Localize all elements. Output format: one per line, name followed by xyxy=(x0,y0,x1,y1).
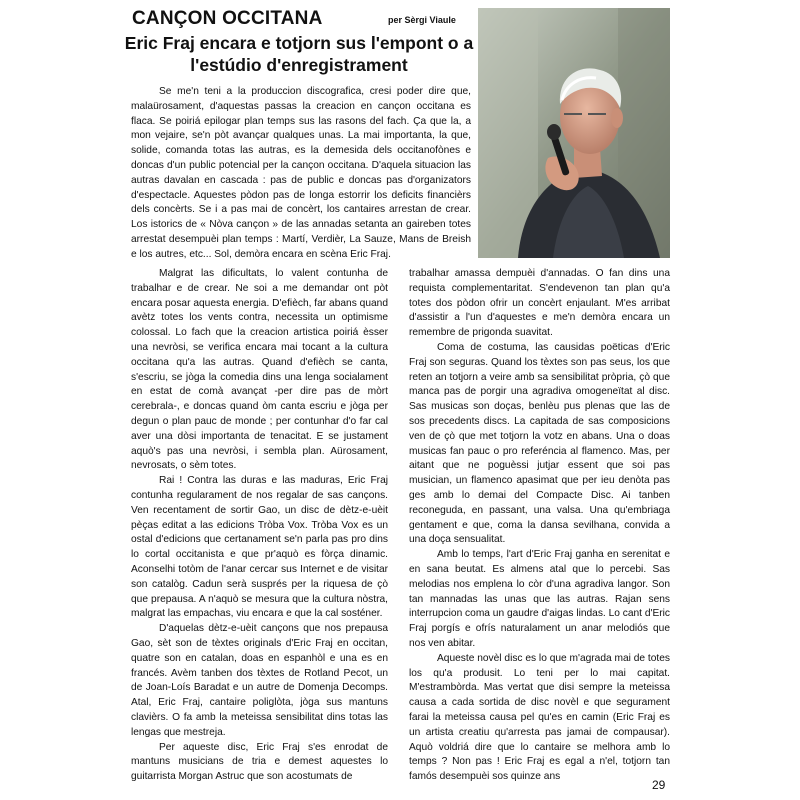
paragraph: Amb lo temps, l'art d'Eric Fraj ganha en serenitat e en sana beutat. Es almens atal que lo percebi. Sas melodias nos emplena lo còr d'una agradiva langor. Son tan mannadas las unas que las autras. Rajan sens interrupcion coma un gaudre d'aigas lindas. Lo cant d'Eric Fraj porgís e ofrís naturalament un anar melodiós que nos ven abitar. xyxy=(409,549,670,649)
article-column-left xyxy=(131,267,388,785)
paragraph: Coma de costuma, las causidas poëticas d'Eric Fraj son seguras. Quand los tèxtes son pas seus, los que reten an totjorn a veire amb sa sensibilitat pròpria, çò que manca pas de porgir una agradiva omogeneïtat al disc. Sas musicas son doças, benlèu pus plenas que las de sos precedents discs. La capitada de sas composicions ven de çò que met totjorn la votz en abans. Una o doas musicas fan pauc o pro referéncia al flamenco. Mas, per aitant que ne poguèssi jutjar essent que soi pas musician, un flamenco apasimat que per ieu denòta pas ges amb lo demai del Compacte Disc. Ai tanben reconeguda, en passant, una valsa. Una qu'embriaga gentament e que, coma la dansa sevilhana, convida a una doça sensualitat. xyxy=(409,341,670,546)
paragraph: Rai ! Contra las duras e las maduras, Eric Fraj contunha regularament de nos regalar de sas cançons. Ven recentament de sortir Gao, un disc de dètz-e-uèit pèças editat a las edicions Tròba Vox. Tròba Vox es un ostal d'edicions que certanament se'n parla pas pro dins lo cortal occitanista e que pr'aquò es fòrça dinamic. Aconselhi totòm de l'anar cercar sus Internet e de visitar son catalòg. Cadun serà susprés per la riquesa de çò que prepausa. A n'aquò se mesura que la cultura nòstra, malgrat las empachas, viu encara e que la cal sosténer. xyxy=(131,475,388,620)
article-column-right xyxy=(409,267,670,785)
paragraph: Aqueste novèl disc es lo que m'agrada mai de totes los qu'a produsit. Lo teni per lo mai capitat. M'estrambòrda. Mas vertat que disi sempre la meteissa causa a cada sortida de disc novèl e que segurament farai la meteissa causa pel qu'es en camin (Eric Fraj es un artista creatiu qu'arresta pas jamai de compausar). Aquò voldriá dire que lo cantaire se melhora amb lo temps ? Non pas ! Eric Fraj es egal a n'el, totjorn tan famós desempuèi sos quinze ans xyxy=(409,652,670,783)
section-title: CANÇON OCCITANA xyxy=(132,8,323,29)
article-headline: Eric Fraj encara e totjorn sus l'empont o a l'estúdio d'enregistrament xyxy=(124,33,474,75)
paragraph: D'aquelas dètz-e-uèit cançons que nos prepausa Gao, sèt son de tèxtes originals d'Eric Fraj en occitan, quatre son en catalan, doas en espanhòl e una es en francés. Avèm tanben dos tèxtes de Rotland Pecot, un de Joan-Loís Baradat e un autre de Domenja Decomps. Atal, Eric Fraj, cantaire poliglòta, jòga sus mantuns clavièrs. O fa amb la meteissa sensibilitat dins totas las lengas que mestreja. xyxy=(131,623,388,738)
byline: per Sèrgi Viaule xyxy=(388,15,456,25)
lead-paragraph xyxy=(131,85,471,263)
paragraph: trabalhar amassa dempuèi d'annadas. O fan dins una requista complementaritat. S'endevenon tan plan qu'a totes dos pòdon ofrir un concèrt enjaulant. M'es arribat d'assistir a l'un d'aquestes e me'n demòra encara un remembre de prigonda suavitat. xyxy=(409,268,670,339)
paragraph: Se me'n teni a la produccion discografica, cresi poder dire que, malaürosament, d'aquestas passas la creacion en cançon occitana es flaca. Se poiriá epilogar plan temps sus las rasons del fach. Ça que la, a mon vejaire, se'n pòt avançar qualques unas. La mai importanta, la que, solide, comanda totas las autras, es la demesida dels occitanofònes e doncas d'un public potencial per la cançon occitana. D'aquela situacion las autras davalan en cascada : pas de public e doncas pas d'organizators d'espectacle. Aquestes pòdon pas de longa estorrir los deficits financièrs dels concèrts. Se i a pas mai de concèrt, los cantaires arrestan de crear. Los istorics de « Nòva cançon » de las annadas setanta an gaireben totes arrestat desempuèi plan temps : Martí, Verdièr, La Sauze, Mans de Breish e los autres, etc... Sol, demòra encara en scèna Eric Fraj. xyxy=(131,86,471,260)
page-number: 29 xyxy=(652,778,666,792)
paragraph: Per aqueste disc, Eric Fraj s'es enrodat de mantuns musicians de tria e demest aquestes lo guitarrista Morgan Astruc que son acostumats de xyxy=(131,741,388,783)
paragraph: Malgrat las dificultats, lo valent contunha de trabalhar e de crear. Ne soi a me demandar ont pòt encara posar aquesta energia. D'efièch, far abans quand avètz totes los vents contra, necessita un optimisme colossal. Lo fach que la creacion artistica poiriá èsser una nevròsi, se verifica encara mai tocant a la cultura occitana qu'a las autras. Quand d'efièch se canta, s'escriu, se jòga la comedia dins una lenga socialament en estat de comà avançat -per dire pas de mòrt cerebrala-, e doncas quand òm canta escriu e jòga per degun o plan pauc de monde ; per contunhar d'o far cal aver una dòsi importanta de tenacitat. E se justament aquò's pas una nevròsi, i sembla plan. Aürosament, nevrosats, o sèm totes. xyxy=(131,268,388,472)
photo-singer-with-microphone-icon xyxy=(478,8,670,258)
singer-photo xyxy=(478,8,670,258)
